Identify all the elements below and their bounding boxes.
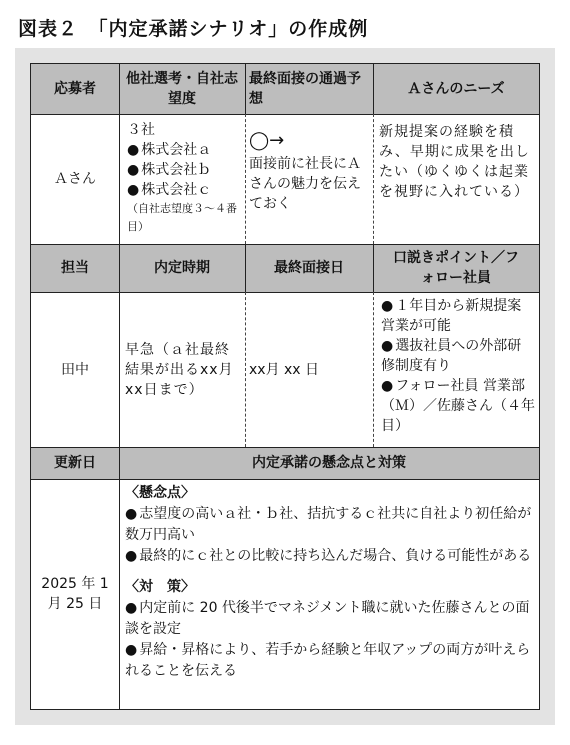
- other-company-item: ● 株式会社ｃ: [127, 180, 239, 200]
- column-divider-dashed: [245, 292, 246, 447]
- header-concerns-measures: 内定承諾の懸念点と対策: [119, 447, 539, 479]
- header-needs: Ａさんのニーズ: [373, 64, 539, 114]
- header-other-selection: [119, 64, 245, 114]
- concern-item: ● 志望度の高いａ社・ｂ社、拮抗するｃ社共に自社より初任給が数万円高い: [125, 504, 533, 546]
- header-applicant: 応募者: [31, 64, 119, 114]
- update-date-text: 2025 年 1 月 25 日: [41, 576, 109, 612]
- column-divider: [119, 64, 120, 709]
- point-item: ● フォロー社員 営業部（Ｍ）／佐藤さん（４年目）: [381, 376, 535, 436]
- row-divider: [31, 292, 539, 293]
- pass-symbol: ◯→: [249, 130, 285, 151]
- point-item: ● 選抜社員への外部研修制度有り: [381, 336, 535, 376]
- measure-title: 〈対 策〉: [125, 579, 195, 595]
- header-update-date: 更新日: [31, 447, 119, 479]
- other-selection-cell: [119, 114, 245, 244]
- concern-item: ● 最終的にｃ社との比較に持ち込んだ場合、負ける可能性がある: [125, 546, 533, 567]
- row-divider: [31, 479, 539, 480]
- concerns-measures-cell: [119, 479, 539, 709]
- scenario-table: [30, 63, 540, 710]
- column-divider-dashed: [245, 114, 246, 244]
- other-count: ３社: [127, 122, 155, 138]
- other-company-item: ● 株式会社ａ: [127, 140, 239, 160]
- offer-timing-cell: [119, 292, 245, 447]
- column-divider-dashed: [373, 292, 374, 447]
- header-pass-forecast: [245, 64, 373, 114]
- pass-note: 面接前に社長にＡさんの魅力を伝えておく: [249, 156, 361, 212]
- row-divider: [31, 244, 539, 245]
- needs-text: 新規提案の経験を積み、早期に成果を出したい（ゆくゆくは起業を視野に入れている）: [379, 124, 530, 200]
- column-divider: [245, 64, 246, 114]
- header-persuasion-points: [373, 244, 539, 292]
- point-item: ● １年目から新規提案営業が可能: [381, 296, 535, 336]
- interview-date-cell: [245, 292, 373, 447]
- offer-timing-text: 早急（ａ社最終結果が出るxx月xx日まで）: [125, 341, 234, 398]
- column-divider: [373, 64, 374, 114]
- page-title: 図表２ 「内定承諾シナリオ」の作成例: [18, 18, 369, 40]
- header-owner: 担当: [31, 244, 119, 292]
- header-pass-forecast-text: 最終面接の通過予想: [249, 71, 361, 107]
- header-offer-timing: 内定時期: [119, 244, 245, 292]
- owner-name: 田中: [61, 361, 89, 378]
- update-date-cell: [31, 479, 119, 709]
- measure-item: ● 内定前に 20 代後半でマネジメント職に就いた佐藤さんとの面談を設定: [125, 598, 533, 640]
- header-interview-date: 最終面接日: [245, 244, 373, 292]
- column-divider-dashed: [373, 114, 374, 244]
- column-divider: [373, 244, 374, 292]
- other-company-item: ● 株式会社ｂ: [127, 160, 239, 180]
- interview-date-text: xx月 xx 日: [249, 361, 320, 378]
- measure-item: ● 昇給・昇格により、若手から経験と年収アップの両方が叶えられることを伝える: [125, 640, 533, 682]
- row-divider: [31, 447, 539, 448]
- header-other-selection-text: 他社選考・自社志望度: [126, 71, 238, 107]
- needs-cell: [373, 114, 539, 244]
- preference-note: （自社志望度３〜４番目）: [127, 202, 237, 233]
- header-persuasion-points-text: 口説きポイント／フォロー社員: [393, 250, 519, 286]
- column-divider: [245, 244, 246, 292]
- pass-forecast-cell: [245, 114, 373, 244]
- persuasion-points-cell: [373, 292, 539, 447]
- concern-title: 〈懸念点〉: [125, 485, 195, 501]
- row-divider: [31, 114, 539, 115]
- applicant-name: Ａさん: [54, 171, 96, 187]
